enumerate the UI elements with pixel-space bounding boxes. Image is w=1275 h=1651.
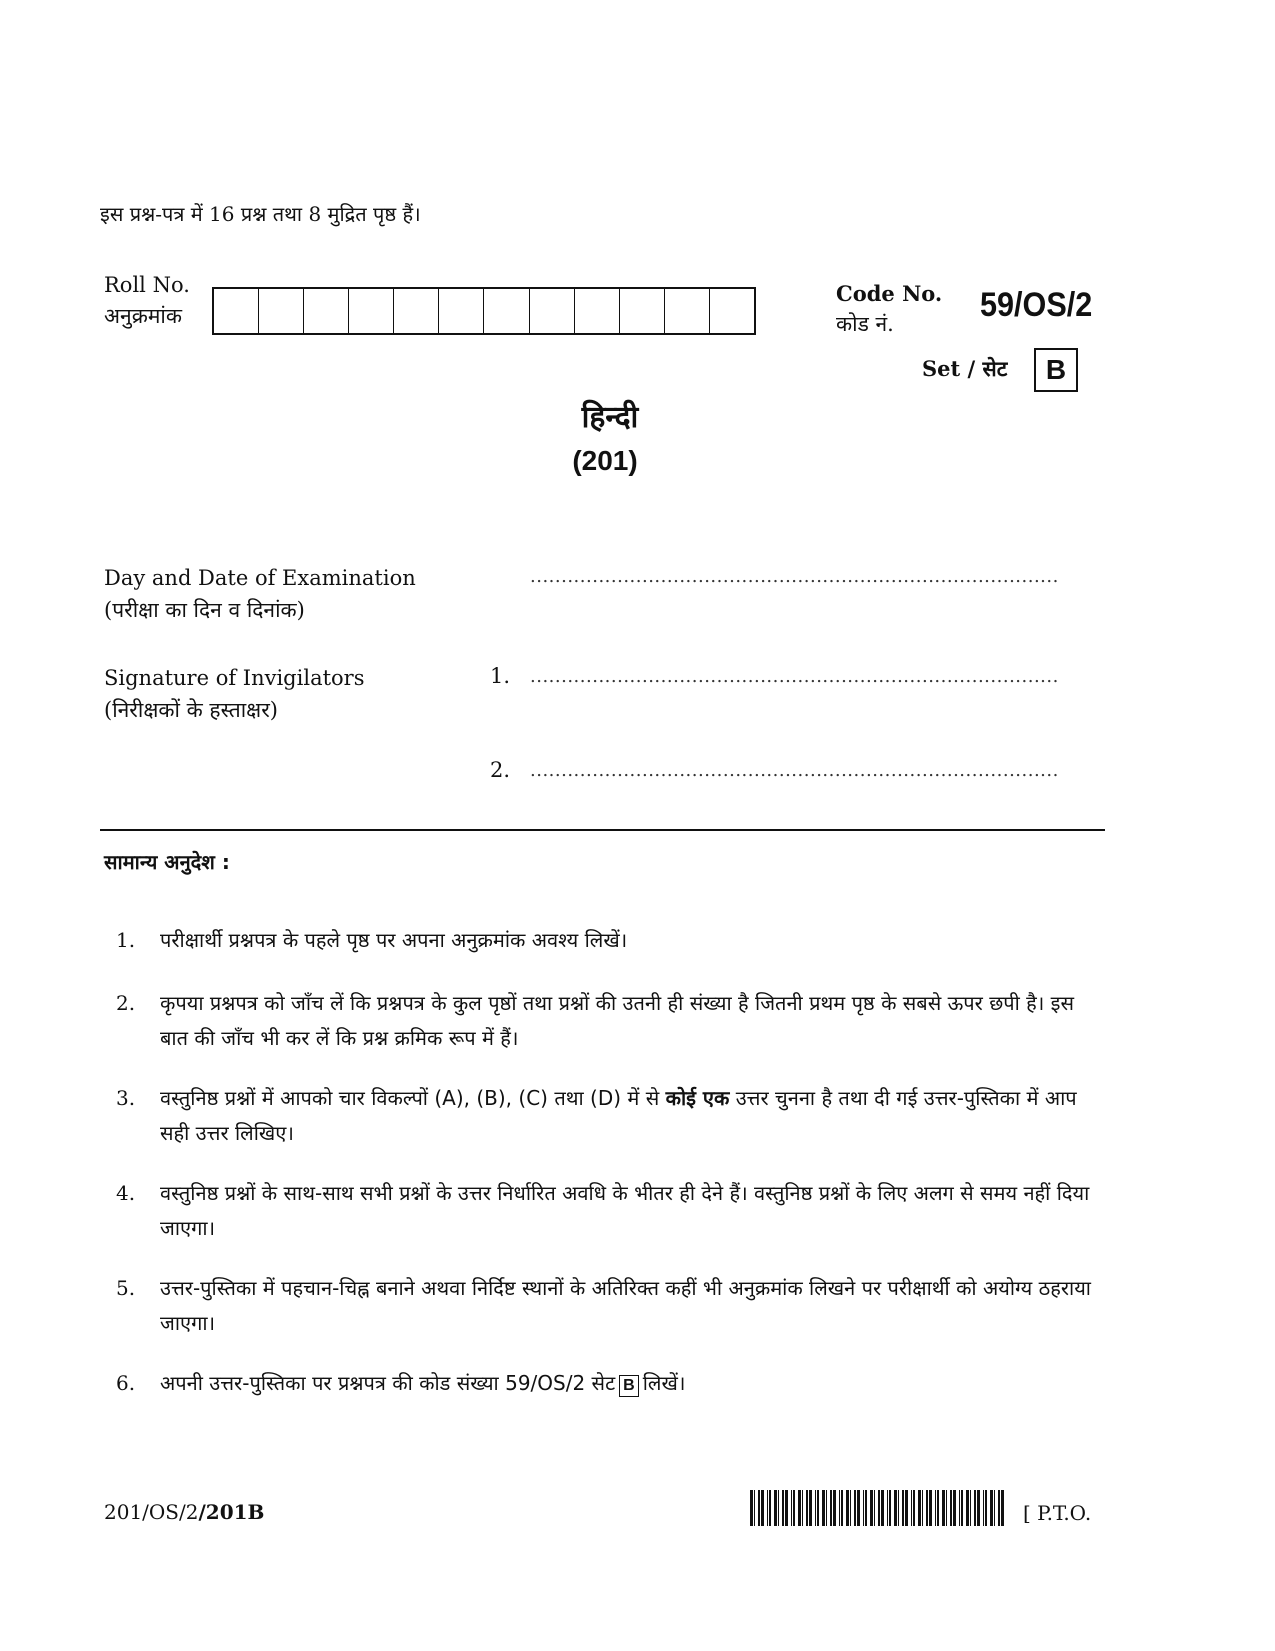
signature-number-2: 2. bbox=[490, 758, 511, 782]
general-instructions-title: सामान्य अनुदेश : bbox=[104, 850, 230, 874]
divider bbox=[100, 829, 1105, 831]
set-label: Set / सेट bbox=[922, 356, 1008, 381]
code-number-label: Code No. कोड नं. bbox=[836, 281, 943, 336]
instruction-item: 5. उत्तर-पुस्तिका में पहचान-चिह्न बनाने अथवा निर्दिष्ट स्थानों के अतिरिक्त कहीं भी अनुक्रमांक लिखने पर परीक्षार्थी को अयोग्य ठहराया जाएगा। bbox=[116, 1276, 1091, 1335]
instruction-item: 6. अपनी उत्तर-पुस्तिका पर प्रश्नपत्र की कोड संख्या 59/OS/2 सेट B लिखें। bbox=[116, 1371, 686, 1395]
instruction-item: 2. कृपया प्रश्नपत्र को जाँच लें कि प्रश्नपत्र के कुल पृष्ठों तथा प्रश्नों की उतनी ही संख्या है जितनी प्रथम पृष्ठ के सबसे ऊपर छपी है। इस बात की जाँच भी कर लें कि प्रश्न क्रमिक रूप में हैं। bbox=[116, 991, 1075, 1050]
instruction-item: 4. वस्तुनिष्ठ प्रश्नों के साथ-साथ सभी प्रश्नों के उत्तर निर्धारित अवधि के भीतर ही देने हैं। वस्तुनिष्ठ प्रश्नों के लिए अलग से समय नहीं दिया जाएगा। bbox=[116, 1181, 1090, 1240]
instruction-item: 1. परीक्षार्थी प्रश्नपत्र के पहले पृष्ठ पर अपना अनुक्रमांक अवश्य लिखें। bbox=[116, 928, 628, 952]
question-count-note: इस प्रश्न-पत्र में 16 प्रश्न तथा 8 मुद्रित पृष्ठ हैं। bbox=[100, 202, 421, 226]
subject-title: हिन्दी bbox=[581, 400, 639, 435]
footer-paper-code: 201/OS/2/201B bbox=[104, 1500, 265, 1524]
signature-line-1[interactable]: ..................................................................................... bbox=[530, 666, 1059, 687]
code-number-value: 59/OS/2 bbox=[980, 286, 1093, 324]
roll-number-label: Roll No. अनुक्रमांक bbox=[104, 273, 190, 328]
invigilator-signature-label: Signature of Invigilators (निरीक्षकों के हस्ताक्षर) bbox=[104, 666, 365, 722]
exam-date-label: Day and Date of Examination (परीक्षा का दिन व दिनांक) bbox=[104, 566, 416, 622]
page-turn-note: [ P.T.O. bbox=[1023, 1501, 1092, 1525]
subject-code: (201) bbox=[572, 445, 638, 476]
exam-date-line[interactable]: ..................................................................................... bbox=[530, 566, 1059, 587]
set-value-box: B bbox=[1034, 348, 1078, 392]
barcode-icon bbox=[750, 1490, 1005, 1526]
instruction-item: 3. वस्तुनिष्ठ प्रश्नों में आपको चार विकल्पों (A), (B), (C) तथा (D) में से कोई एक उत्तर चुनना है तथा दी गई उत्तर-पुस्तिका में आप सही उत्तर लिखिए। bbox=[116, 1086, 1077, 1145]
signature-line-2[interactable]: ..................................................................................... bbox=[530, 760, 1059, 781]
set-inline-box: B bbox=[619, 1375, 639, 1397]
signature-number-1: 1. bbox=[490, 664, 511, 688]
roll-number-boxes[interactable] bbox=[212, 287, 756, 335]
